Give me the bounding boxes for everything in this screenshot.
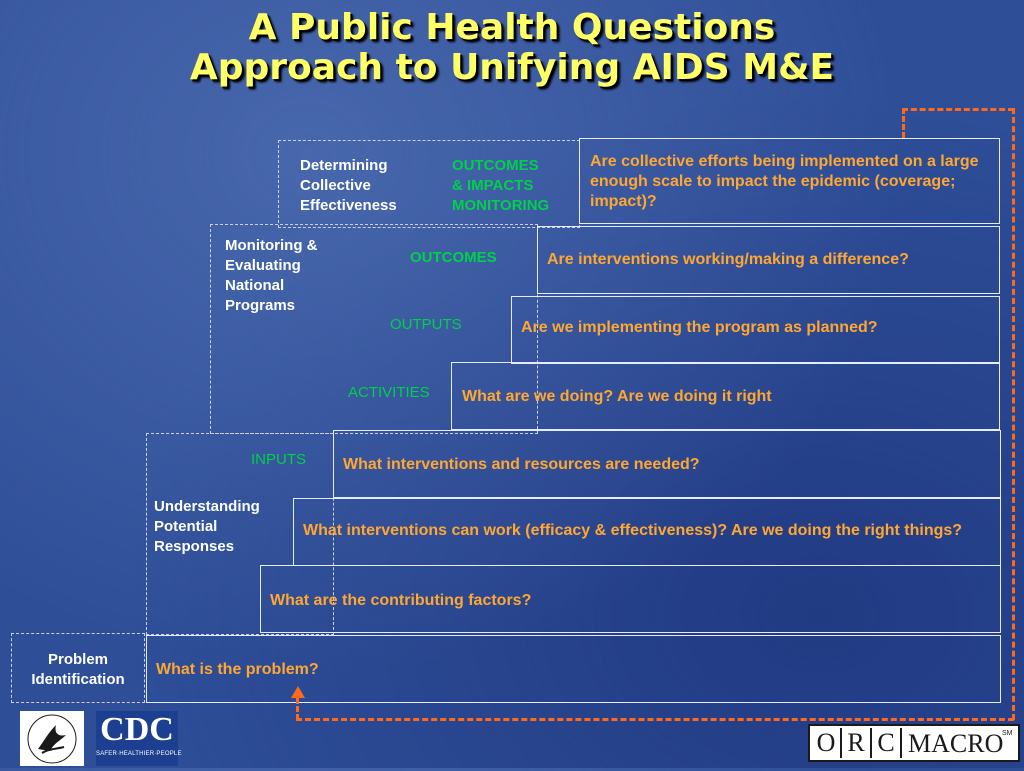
feedback-line-left	[296, 698, 299, 720]
question-4: What are we doing? Are we doing it right	[462, 388, 772, 405]
stage-outcomes: OUTCOMES	[410, 249, 497, 266]
stage-inputs: INPUTS	[251, 451, 307, 468]
orc-letter: R	[842, 728, 872, 758]
feedback-line-bottom	[296, 718, 1014, 721]
group-label-monitoring-line: Programs	[225, 297, 296, 314]
service-mark: SM	[1002, 730, 1013, 737]
hhs-eagle-icon	[20, 711, 84, 766]
group-label-collective-line: Collective	[300, 177, 371, 194]
question-1-line: enough scale to impact the epidemic (coverage;	[590, 173, 956, 190]
group-label-monitoring	[225, 236, 317, 316]
group-label-problem-line: Identification	[31, 671, 125, 688]
question-2: Are interventions working/making a difference?	[547, 251, 909, 268]
question-1	[590, 152, 995, 212]
slide-title	[0, 8, 1024, 88]
stage-outcomes-impacts-line: & IMPACTS	[452, 177, 534, 194]
group-label-problem-line: Problem	[47, 651, 108, 668]
stage-outcomes-impacts-line: MONITORING	[452, 197, 550, 214]
group-label-responses	[154, 497, 260, 557]
group-label-monitoring-line: Monitoring &	[225, 237, 318, 254]
question-1-line: Are collective efforts being implemented on a large	[590, 153, 979, 170]
group-label-monitoring-line: Evaluating	[225, 257, 301, 274]
orc-macro-logo	[808, 724, 1020, 762]
feedback-line-right	[1012, 108, 1015, 720]
question-6: What interventions can work (efficacy & effectiveness)? Are we doing the right things?	[303, 522, 963, 539]
stage-outputs: OUTPUTS	[390, 316, 462, 333]
group-label-monitoring-line: National	[225, 277, 285, 294]
group-label-collective-line: Effectiveness	[300, 197, 397, 214]
arrow-up-icon	[290, 686, 306, 698]
question-5: What interventions and resources are needed?	[343, 456, 700, 473]
stage-outcomes-impacts-line: OUTCOMES	[452, 157, 539, 174]
title-line-1: A Public Health Questions	[248, 7, 776, 48]
question-8: What is the problem?	[156, 661, 319, 678]
stage-outcomes-impacts	[452, 156, 549, 216]
orc-letter: C	[872, 728, 902, 758]
cdc-logo-text: CDC	[100, 711, 174, 748]
group-label-responses-line: Potential	[154, 518, 218, 535]
question-1-line: impact)?	[590, 193, 657, 210]
group-label-collective	[300, 156, 397, 216]
group-label-problem	[11, 650, 145, 690]
group-label-responses-line: Responses	[154, 538, 235, 555]
cdc-tagline: SAFER·HEALTHIER·PEOPLE	[96, 751, 182, 757]
question-7: What are the contributing factors?	[270, 592, 532, 609]
orc-letters	[812, 728, 902, 758]
feedback-line-top-drop	[902, 108, 905, 138]
hhs-logo	[20, 711, 84, 766]
question-3: Are we implementing the program as planned?	[521, 319, 878, 336]
orc-letter: O	[812, 728, 842, 758]
group-label-responses-line: Understanding	[154, 498, 260, 515]
feedback-line-top	[902, 108, 1014, 111]
group-label-collective-line: Determining	[300, 157, 388, 174]
macro-text: MACRO	[908, 729, 1004, 758]
stage-activities: ACTIVITIES	[348, 384, 430, 401]
title-line-2: Approach to Unifying AIDS M&E	[189, 47, 835, 88]
cdc-logo	[96, 711, 182, 766]
